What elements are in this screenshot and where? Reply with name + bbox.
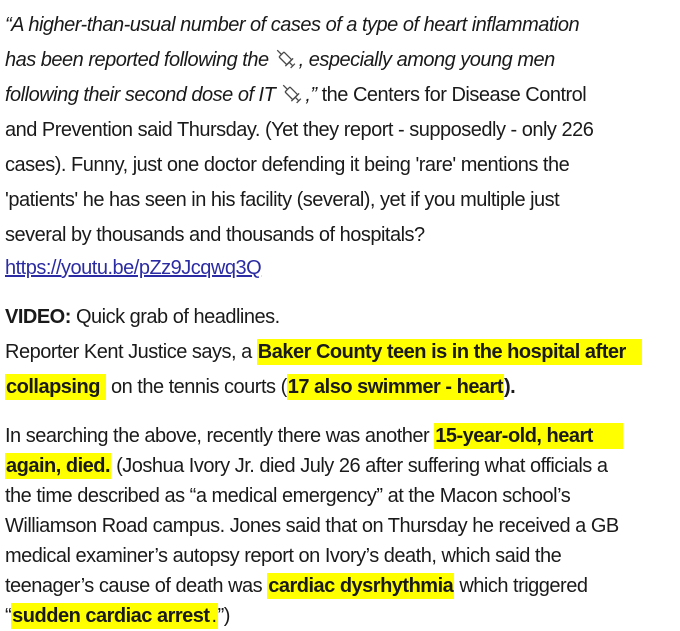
text-line [5,183,680,218]
body-text: on the tennis courts ( [105,376,287,398]
body-text: 'patients' he has seen in his facility (several), yet if you multiple just [5,189,560,211]
highlighted-text: 15-year-old, heart [434,423,623,449]
highlighted-text: cardiac dysrhythmia [268,575,454,597]
text-line [5,481,680,511]
text-line [5,43,680,78]
text-line [5,8,680,43]
highlighted-text: . [211,605,217,627]
body-text: “ [5,605,12,627]
highlighted-text: sudden cardiac arrest [12,605,210,627]
highlighted-text: collapsing [5,374,106,400]
text-line [5,541,680,571]
syringe-icon [279,81,303,105]
body-text: teenager’s cause of death was [5,575,268,597]
quote-paragraph [5,8,680,253]
link-line [5,253,680,283]
body-text: ). [504,376,516,398]
body-text: Quick grab of headlines. [70,306,280,328]
body-text: which triggered [454,575,588,597]
text-line [5,511,680,541]
video-paragraph [5,300,680,405]
body-text: and Prevention said Thursday. (Yet they report - supposedly - only 226 [5,119,594,141]
quote-text: , especially among young men [298,49,555,71]
quote-text: “A higher-than-usual number of cases of a type of heart inflammation [5,14,580,36]
text-line [5,78,680,113]
text-line [5,335,680,370]
body-text: cases). Funny, just one doctor defending it being 'rare' mentions the [5,154,570,176]
highlighted-text: 17 also swimmer - heart [287,376,504,398]
quote-text: ,” [305,84,317,106]
video-label: VIDEO: [5,306,71,328]
body-text: several by thousands and thousands of hospitals? [5,224,425,246]
body-text: (Joshua Ivory Jr. died July 26 after suffering what officials a [111,455,608,477]
body-text: medical examiner’s autopsy report on Ivory’s death, which said the [5,545,562,567]
text-line [5,218,680,253]
body-text: Williamson Road campus. Jones said that on Thursday he received a GB [5,515,619,537]
text-line [5,148,680,183]
highlighted-text: Baker County teen is in the hospital after [257,339,642,365]
body-text: the time described as “a medical emergency” at the Macon school’s [5,485,571,507]
text-line [5,421,680,451]
text-line [5,571,680,601]
syringe-icon [273,46,297,70]
body-text: In searching the above, recently there was another [5,425,435,447]
text-line [5,451,680,481]
autopsy-paragraph [5,421,680,631]
highlighted-text: again, died. [6,455,111,477]
text-line [5,601,680,631]
youtube-link[interactable]: https://youtu.be/pZz9Jcqwq3Q [5,257,262,279]
quote-text: has been reported following the [5,49,269,71]
body-text: the Centers for Disease Control [316,84,587,106]
text-line [5,300,680,335]
body-text: ”) [217,605,230,627]
text-line [5,113,680,148]
text-line [5,370,680,405]
body-text: Reporter Kent Justice says, a [5,341,257,363]
quote-text: following their second dose of IT [5,84,276,106]
